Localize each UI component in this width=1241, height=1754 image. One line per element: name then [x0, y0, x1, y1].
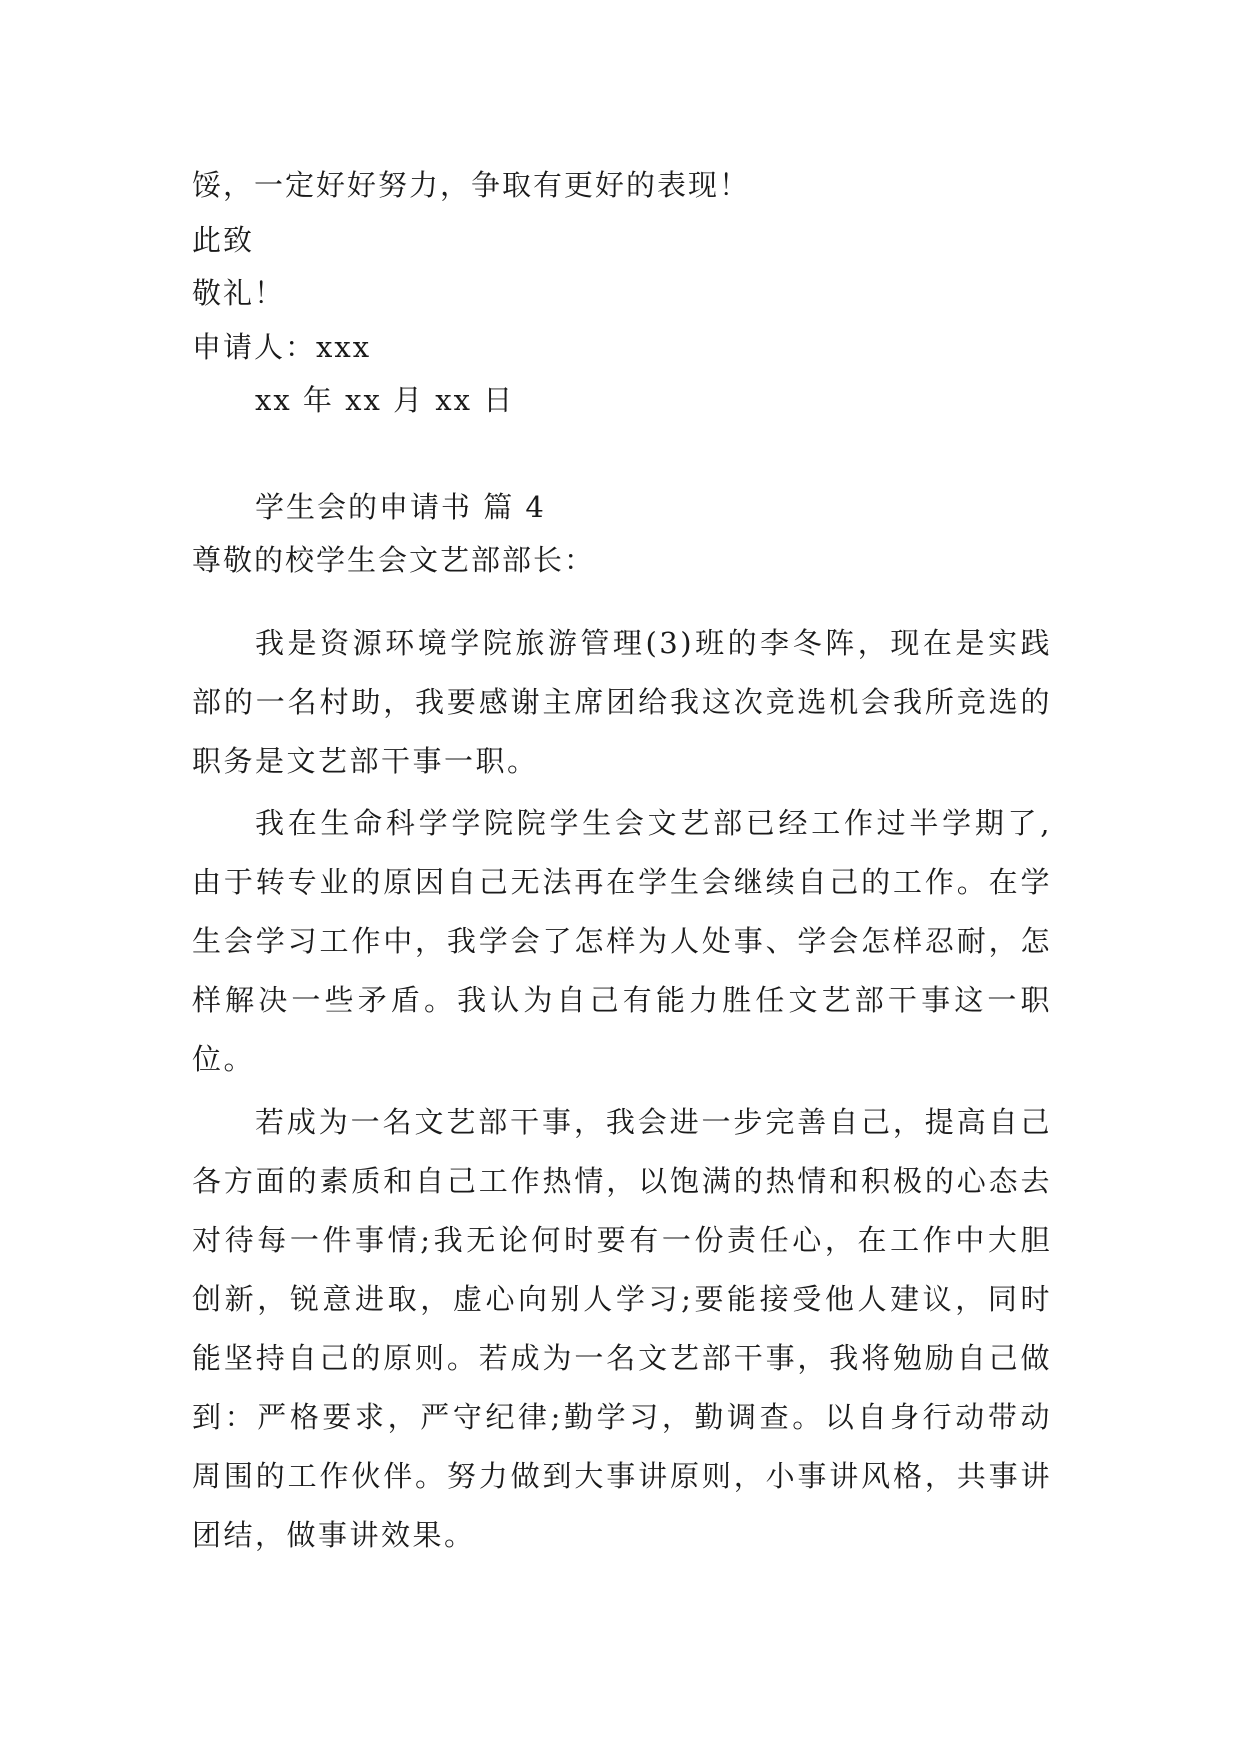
applicant-line: 申请人：xxx — [192, 330, 372, 364]
body-paragraph-3: 若成为一名文艺部干事，我会进一步完善自己，提高自己各方面的素质和自己工作热情，以饱满的热情和积极的心态去对待每一件事情;我无论何时要有一份责任心，在工作中大胆创新，锐意进取，虚心向别人学习;要能接受他人建议，同时能坚持自己的原则。若成为一名文艺部干事，我将勉励自己做到：严格要求，严守纪律;勤学习，勤调查。以自身行动带动周围的工作伙伴。努力做到大事讲原则，小事讲风格，共事讲团结，做事讲效果。 — [192, 1105, 1052, 1552]
salutation: 尊敬的校学生会文艺部部长： — [192, 543, 596, 577]
section-heading: 学生会的申请书 篇 4 — [255, 490, 546, 524]
closing-line-2: 此致 — [192, 223, 255, 257]
date-line: xx 年 xx 月 xx 日 — [255, 383, 515, 417]
body-paragraph-2: 我在生命科学学院院学生会文艺部已经工作过半学期了,由于转专业的原因自己无法再在学生会继续自己的工作。在学生会学习工作中，我学会了怎样为人处事、学会怎样忍耐，怎样解决一些矛盾。我认为自己有能力胜任文艺部干事这一职位。 — [192, 806, 1052, 1076]
closing-line-1: 馁，一定好好努力，争取有更好的表现！ — [192, 168, 751, 202]
closing-line-3: 敬礼！ — [192, 276, 286, 310]
body-paragraph-1: 我是资源环境学院旅游管理(3)班的李冬阵，现在是实践部的一名村助，我要感谢主席团给我这次竞选机会我所竞选的职务是文艺部干事一职。 — [192, 626, 1052, 778]
